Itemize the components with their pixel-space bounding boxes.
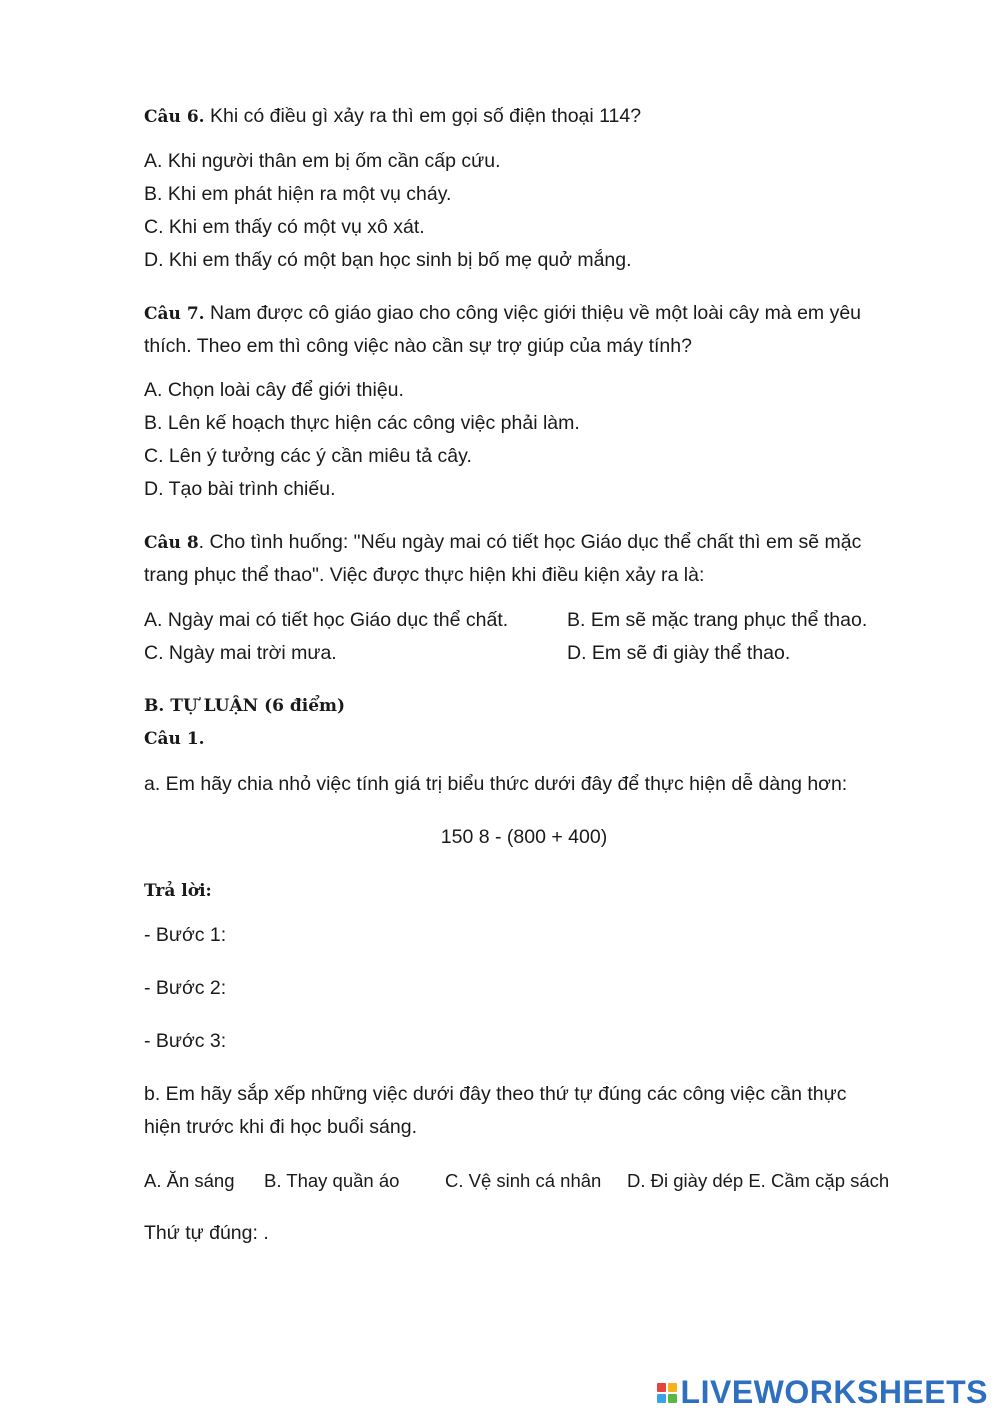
expression: 150 8 - (800 + 400) — [440, 826, 608, 848]
q8-question — [144, 530, 861, 555]
logo-square-red — [657, 1383, 666, 1392]
q8-option-b: B. Em sẽ mặc trang phục thể thao. — [567, 609, 868, 631]
q6-option-b: B. Khi em phát hiện ra một vụ cháy. — [144, 183, 452, 205]
q7-option-c: C. Lên ý tưởng các ý cần miêu tả cây. — [144, 445, 472, 467]
logo-square-blue — [657, 1394, 666, 1403]
step-3: - Bước 3: — [144, 1030, 227, 1052]
q6-question — [144, 104, 641, 129]
q7-question — [144, 301, 861, 326]
q6-label: Câu 6. — [144, 107, 205, 127]
task-d-e: D. Đi giày dép E. Cầm cặp sách — [627, 1170, 890, 1191]
q6-text: Khi có điều gì xảy ra thì em gọi số điện thoại 114? — [204, 105, 642, 127]
logo-mark-icon — [657, 1383, 677, 1403]
q8-label: Câu 8 — [144, 533, 199, 553]
part-b-a-text: a. Em hãy chia nhỏ việc tính giá trị biểu thức dưới đây để thực hiện dễ dàng hơn: — [144, 773, 848, 795]
q7-option-d: D. Tạo bài trình chiếu. — [144, 478, 336, 500]
task-b: B. Thay quần áo — [264, 1170, 400, 1191]
logo-square-yellow — [668, 1383, 677, 1392]
q6-option-a: A. Khi người thân em bị ốm cần cấp cứu. — [144, 150, 501, 172]
logo-text: LIVEWORKSHEETS — [680, 1374, 988, 1410]
part-b-b-text-line1: b. Em hãy sắp xếp những việc dưới đây theo thứ tự đúng các công việc cần thực — [144, 1083, 847, 1105]
q7-text-line2: thích. Theo em thì công việc nào cần sự trợ giúp của máy tính? — [144, 335, 692, 357]
part-b-q1-label: Câu 1. — [144, 729, 205, 749]
q8-option-d: D. Em sẽ đi giày thể thao. — [567, 642, 791, 664]
order-label: Thứ tự đúng: . — [144, 1222, 269, 1244]
task-a: A. Ăn sáng — [144, 1170, 235, 1191]
q8-option-a: A. Ngày mai có tiết học Giáo dục thể chất. — [144, 609, 509, 631]
q7-option-b: B. Lên kế hoạch thực hiện các công việc phải làm. — [144, 412, 580, 434]
liveworksheets-logo — [657, 1374, 988, 1411]
task-c: C. Vệ sinh cá nhân — [445, 1170, 602, 1191]
part-b-b-text-line2: hiện trước khi đi học buổi sáng. — [144, 1116, 417, 1138]
q7-label: Câu 7. — [144, 304, 205, 324]
step-1: - Bước 1: — [144, 924, 227, 946]
q8-text-line1: . Cho tình huống: "Nếu ngày mai có tiết học Giáo dục thể chất thì em sẽ mặc — [198, 531, 862, 553]
logo-square-green — [668, 1394, 677, 1403]
answer-label: Trả lời: — [144, 881, 212, 901]
q6-option-d: D. Khi em thấy có một bạn học sinh bị bố mẹ quở mắng. — [144, 249, 632, 271]
q7-text-line1: Nam được cô giáo giao cho công việc giới thiệu về một loài cây mà em yêu — [204, 302, 862, 324]
q6-option-c: C. Khi em thấy có một vụ xô xát. — [144, 216, 425, 238]
step-2: - Bước 2: — [144, 977, 227, 999]
part-b-heading: B. TỰ LUẬN (6 điểm) — [144, 696, 346, 716]
q8-text-line2: trang phục thể thao". Việc được thực hiện khi điều kiện xảy ra là: — [144, 564, 705, 586]
q7-option-a: A. Chọn loài cây để giới thiệu. — [144, 379, 404, 401]
q8-option-c: C. Ngày mai trời mưa. — [144, 642, 337, 664]
